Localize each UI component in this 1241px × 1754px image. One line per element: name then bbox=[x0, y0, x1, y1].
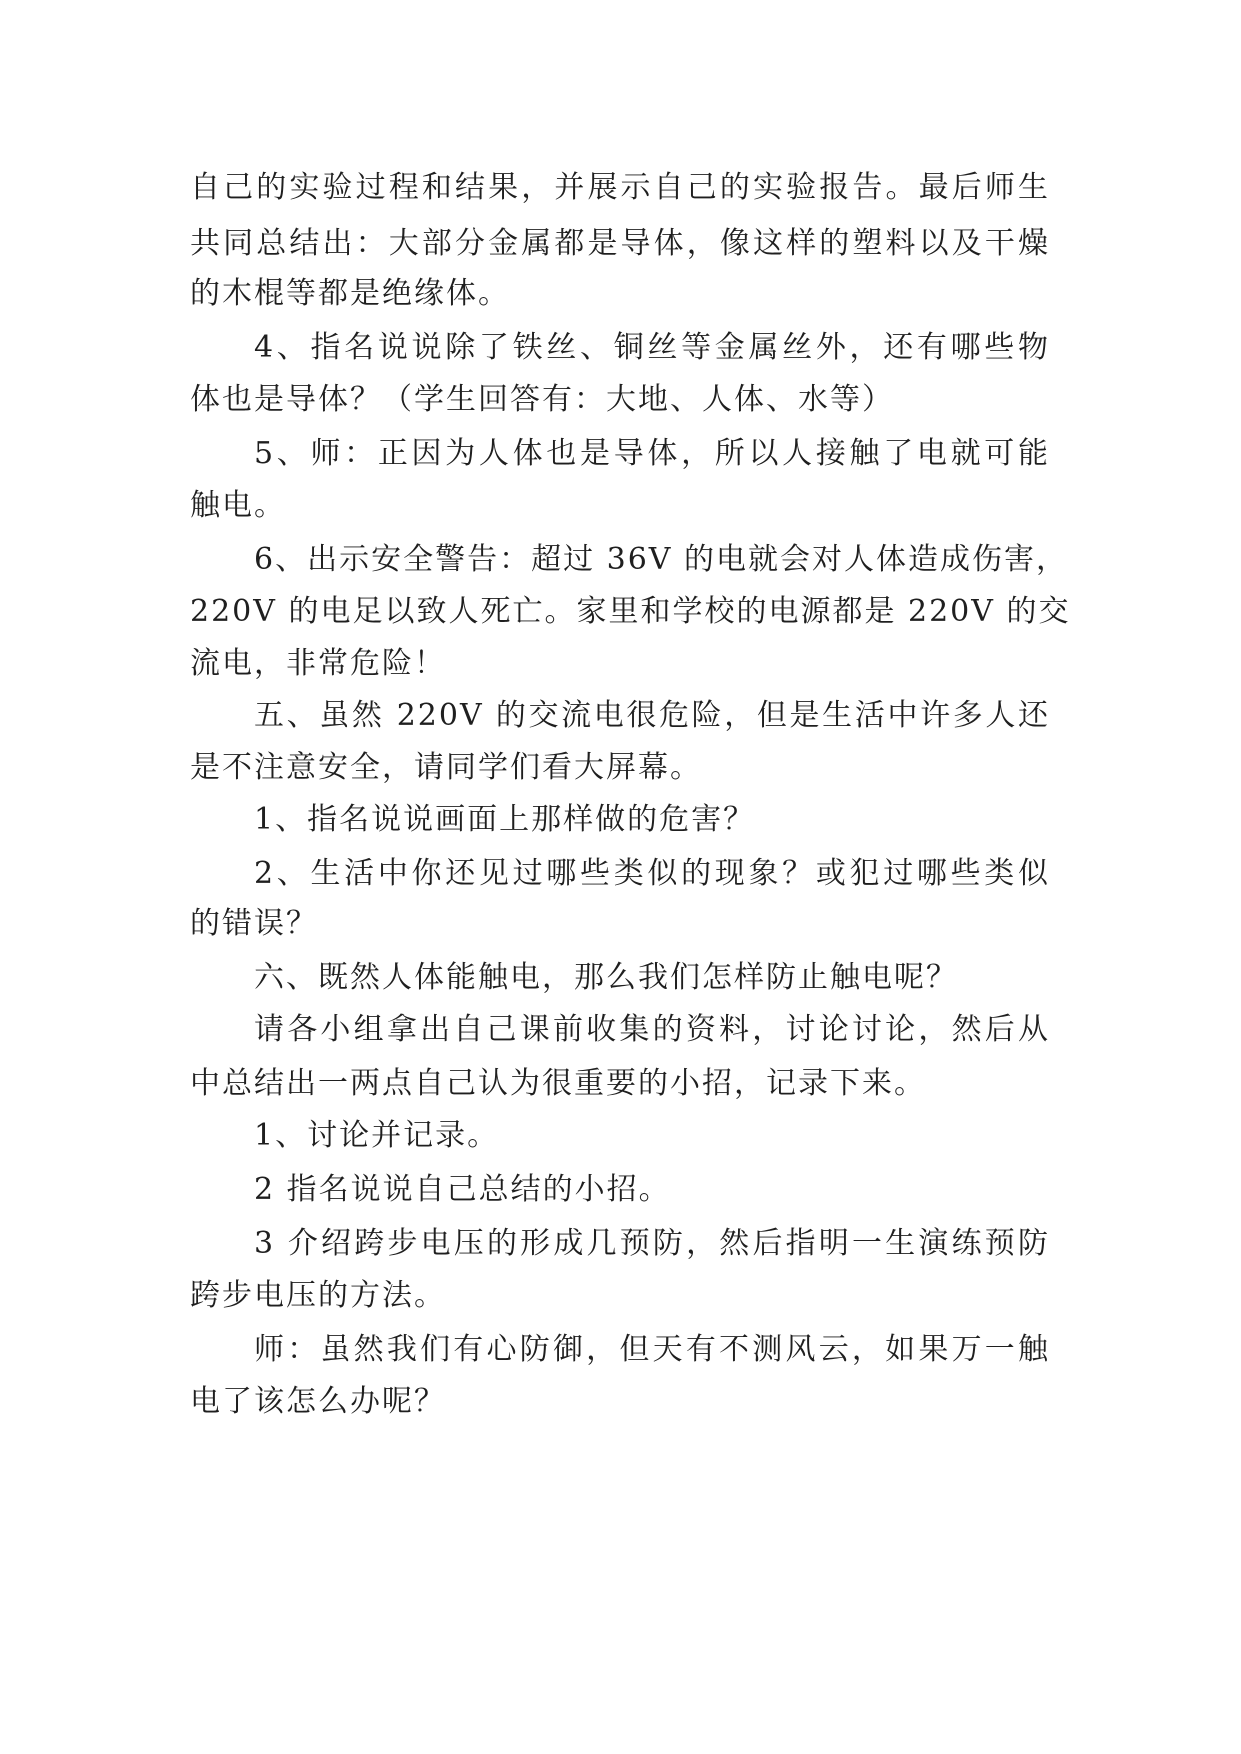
text-line: 2 指名说说自己总结的小招。 bbox=[254, 1172, 671, 1207]
text-line: 电了该怎么办呢？ bbox=[190, 1384, 446, 1419]
text-line: 体也是导体？（学生回答有：大地、人体、水等） bbox=[190, 382, 894, 417]
text-line: 流电，非常危险！ bbox=[190, 646, 446, 681]
text-line: 跨步电压的方法。 bbox=[190, 1278, 446, 1313]
text-line: 4、指名说说除了铁丝、铜丝等金属丝外，还有哪些物 bbox=[254, 330, 1050, 365]
text-line: 师：虽然我们有心防御，但天有不测风云，如果万一触 bbox=[254, 1332, 1050, 1367]
text-line: 1、指名说说画面上那样做的危害？ bbox=[254, 802, 756, 837]
text-line: 请各小组拿出自己课前收集的资料，讨论讨论，然后从 bbox=[254, 1012, 1050, 1047]
text-line: 中总结出一两点自己认为很重要的小招，记录下来。 bbox=[190, 1066, 926, 1101]
text-line: 3 介绍跨步电压的形成几预防，然后指明一生演练预防 bbox=[254, 1226, 1050, 1261]
text-line: 六、既然人体能触电，那么我们怎样防止触电呢？ bbox=[254, 960, 958, 995]
text-line: 6、出示安全警告：超过 36V 的电就会对人体造成伤害， bbox=[254, 542, 1068, 577]
text-line: 2、生活中你还见过哪些类似的现象？或犯过哪些类似 bbox=[254, 856, 1050, 891]
text-line: 是不注意安全，请同学们看大屏幕。 bbox=[190, 750, 702, 785]
text-line: 的木棍等都是绝缘体。 bbox=[190, 276, 510, 311]
text-line: 的错误？ bbox=[190, 906, 318, 941]
text-line: 五、虽然 220V 的交流电很危险，但是生活中许多人还 bbox=[254, 698, 1050, 733]
text-line: 共同总结出：大部分金属都是导体，像这样的塑料以及干燥 bbox=[190, 226, 1050, 261]
text-line: 5、师：正因为人体也是导体，所以人接触了电就可能 bbox=[254, 436, 1050, 471]
text-line: 自己的实验过程和结果，并展示自己的实验报告。最后师生 bbox=[190, 170, 1050, 205]
text-line: 220V 的电足以致人死亡。家里和学校的电源都是 220V 的交 bbox=[190, 594, 1071, 629]
text-line: 1、讨论并记录。 bbox=[254, 1118, 500, 1153]
text-line: 触电。 bbox=[190, 488, 286, 523]
